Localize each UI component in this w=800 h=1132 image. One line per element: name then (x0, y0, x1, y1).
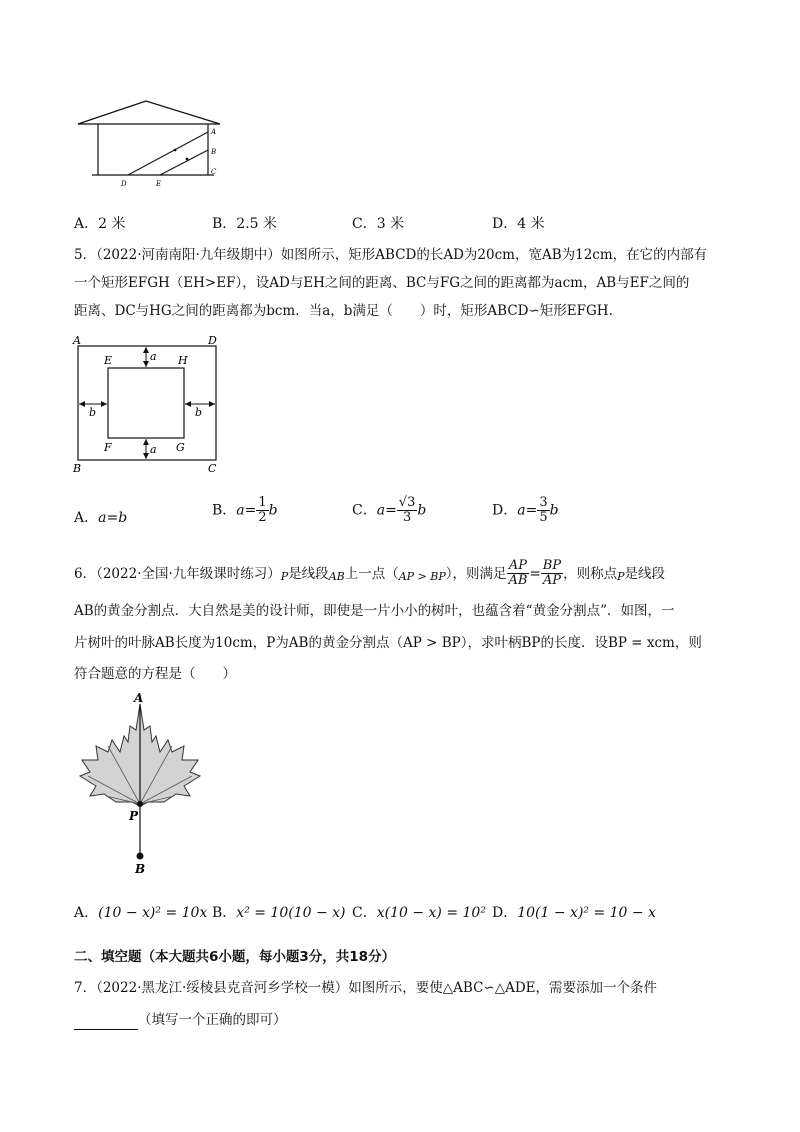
q6-option-d: D．10(1 − x)² = 10 − x (492, 905, 656, 921)
house-label-e: E (156, 180, 162, 188)
q4-option-c: C．3 米 (352, 216, 405, 232)
q5-line-1: 5．（2022·河南南阳·九年级期中）如图所示，矩形ABCD的长AD为20cm，宽AB为12cm，在它的内部有 (74, 247, 708, 263)
leaf-label-p: P (129, 809, 139, 823)
house-label-c: C (211, 168, 217, 176)
rect-label-b-left: b (89, 406, 97, 419)
section-2-heading: 二、填空题（本大题共6小题，每小题3分，共18分） (74, 949, 396, 965)
q5-option-c: C．a= $\frac{√3}{3}$ b (352, 495, 427, 525)
house-label-b: B (211, 148, 217, 156)
q6-line-4: 符合题意的方程是（ ） (74, 666, 236, 682)
rect-label-h: H (178, 354, 188, 367)
q7-line-1: 7．（2022·黑龙江·绥棱县克音河乡学校一模）如图所示，要使△ABC∽△ADE，需要添加一个条件 (74, 980, 658, 996)
house-label-d: D (121, 180, 127, 188)
rect-label-d: D (208, 334, 217, 347)
rect-label-b-right: b (195, 406, 203, 419)
rect-label-c: C (208, 462, 217, 475)
q5-option-d: D．a= $\frac{3}{5}$ b (492, 495, 559, 525)
maple-leaf-figure (72, 690, 212, 876)
q5-option-a: A．a=b (74, 510, 128, 526)
house-label-a: A (211, 128, 217, 136)
q6-option-b: B．x² = 10(10 − x) (212, 905, 346, 921)
q6-line-3: 片树叶的叶脉AB长度为10cm，P为AB的黄金分割点（AP > BP），求叶柄BP的长度．设BP = xcm，则 (74, 635, 702, 651)
rect-label-a-bottom: a (150, 443, 157, 456)
house-figure (74, 98, 224, 190)
rect-label-e: E (104, 354, 113, 367)
q4-option-a: A．2 米 (74, 216, 126, 232)
rect-label-a: A (73, 334, 81, 347)
q4-option-b: B．2.5 米 (212, 216, 278, 232)
q7-answer-blank[interactable] (74, 1015, 138, 1030)
rect-label-f: F (104, 441, 112, 454)
q4-option-d: D．4 米 (492, 216, 545, 232)
rect-label-a-top: a (150, 350, 157, 363)
q5-option-b: B．a= $\frac{1}{2}$ b (212, 495, 278, 525)
rectangle-figure (70, 334, 230, 476)
q6-line-1: 6．（2022·全国·九年级课时练习） P 是线段 AB 上一点（ AP > BP ），则满足 $\frac{AP}{AB}$ = $\frac{BP}{AP}$ ，则称点 P 是线段 (74, 558, 665, 588)
q5-line-3: 距离、DC与HG之间的距离都为bcm．当a，b满足（ ）时，矩形ABCD∽矩形EFGH. (74, 303, 613, 319)
leaf-label-a: A (134, 691, 144, 705)
q6-line-2: AB的黄金分割点．大自然是美的设计师，即使是一片小小的树叶，也蕴含着“黄金分割点”．如图，一 (74, 603, 675, 619)
rect-label-b: B (73, 462, 82, 475)
q6-option-c: C．x(10 − x) = 10² (352, 905, 486, 921)
rect-label-g: G (176, 441, 185, 454)
q5-line-2: 一个矩形EFGH（EH>EF），设AD与EH之间的距离、BC与FG之间的距离都为acm，AB与EF之间的 (74, 275, 690, 291)
q7-line-2: （填写一个正确的即可） (74, 1010, 287, 1030)
leaf-label-b: B (135, 862, 146, 876)
q6-option-a: A．(10 − x)² = 10x (74, 905, 208, 921)
